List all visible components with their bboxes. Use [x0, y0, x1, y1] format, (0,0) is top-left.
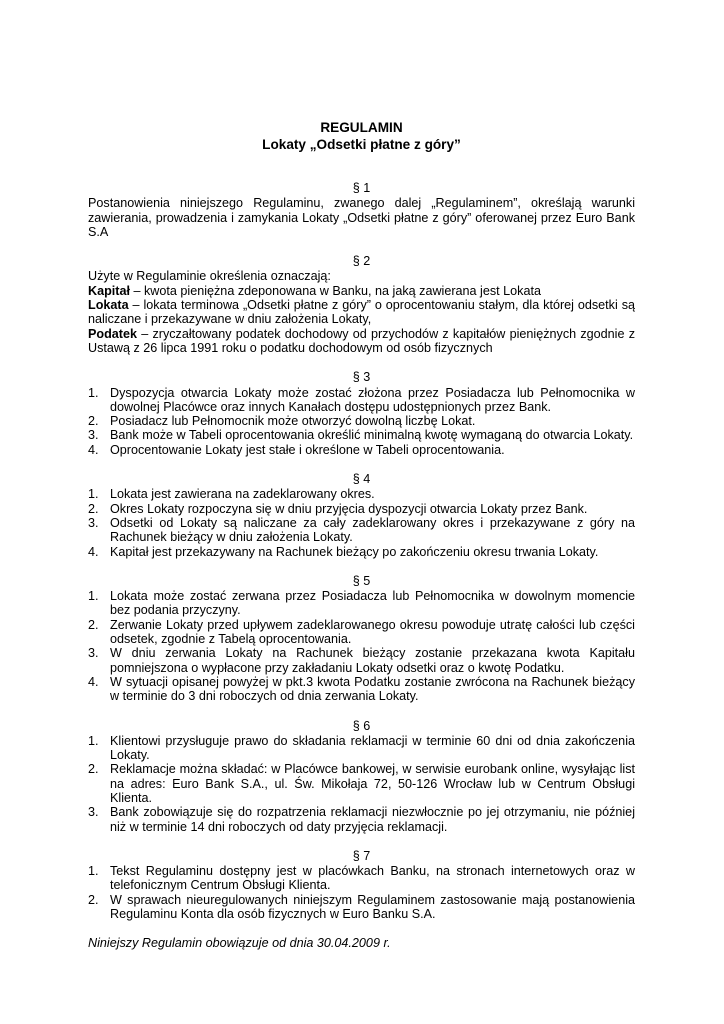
list-item — [88, 414, 635, 428]
definition-term: Kapitał — [88, 283, 130, 298]
list-item — [88, 386, 635, 415]
section-6-heading: § 6 — [352, 718, 371, 733]
section-4-list — [88, 487, 635, 558]
list-item — [88, 502, 635, 516]
item-number: 1. — [88, 385, 99, 400]
item-text: W dniu zerwania Lokaty na Rachunek bieżący zostanie przekazana kwota Kapitału pomniejszona o wypłacone przy zakładaniu Lokaty odsetki oraz o kwotę Podatku. — [110, 646, 635, 675]
item-number: 3. — [88, 805, 99, 820]
item-text: Bank zobowiązuje się do rozpatrzenia reklamacji niezwłocznie po jej otrzymaniu, nie później niż w terminie 14 dni roboczych od daty przyjęcia reklamacji. — [110, 805, 635, 834]
item-number: 3. — [88, 428, 99, 443]
list-item — [88, 545, 635, 559]
item-text: Bank może w Tabeli oprocentowania określić minimalną kwotę wymaganą do otwarcia Lokaty. — [110, 428, 634, 443]
item-text: Okres Lokaty rozpoczyna się w dniu przyjęcia dyspozycji otwarcia Lokaty przez Bank. — [110, 501, 588, 516]
list-item — [88, 618, 635, 647]
item-number: 1. — [88, 733, 99, 748]
item-number: 4. — [88, 544, 99, 559]
item-number: 4. — [88, 442, 99, 457]
item-number: 2. — [88, 617, 99, 632]
section-3-list — [88, 386, 635, 457]
section-3-heading: § 3 — [352, 370, 371, 385]
item-number: 3. — [88, 646, 99, 661]
item-number: 1. — [88, 589, 99, 604]
item-number: 2. — [88, 762, 99, 777]
list-item — [88, 893, 635, 922]
section-4-heading: § 4 — [352, 472, 371, 487]
definition-term: Podatek — [88, 326, 137, 341]
document-title: REGULAMIN — [320, 120, 403, 135]
item-text: Klientowi przysługuje prawo do składania reklamacji w terminie 60 dni od dnia zakończenia Lokaty. — [110, 733, 635, 763]
section-5-heading: § 5 — [352, 573, 371, 588]
list-item — [88, 762, 635, 805]
effective-date-note: Niniejszy Regulamin obowiązuje od dnia 30.04.2009 r. — [88, 936, 391, 951]
list-item — [88, 487, 635, 501]
list-item — [88, 646, 635, 675]
item-number: 4. — [88, 674, 99, 689]
definition-lokata — [88, 298, 635, 327]
item-number: 2. — [88, 501, 99, 516]
item-number: 1. — [88, 487, 99, 502]
item-text: Tekst Regulaminu dostępny jest w placówkach Banku, na stronach internetowych oraz w telefonicznym Centrum Obsługi Klienta. — [110, 864, 635, 893]
section-1-heading: § 1 — [352, 181, 371, 195]
definition-text: – zryczałtowany podatek dochodowy od przychodów z kapitałów pieniężnych zgodnie z Ustawą z 26 lipca 1991 roku o podatku dochodowym od osób fizycznych — [88, 326, 635, 355]
list-item — [88, 428, 635, 442]
item-number: 2. — [88, 892, 99, 907]
item-text: Zerwanie Lokaty przed upływem zadeklarowanego okresu powoduje utratę całości lub części odsetek, zgodnie z Tabelą oprocentowania. — [110, 617, 635, 647]
item-text: Odsetki od Lokaty są naliczane za cały zadeklarowany okres i przekazywane z góry na Rachunek bieżący w dniu założenia Lokaty. — [110, 515, 635, 545]
section-2-intro: Użyte w Regulaminie określenia oznaczają: — [88, 269, 331, 284]
item-number: 1. — [88, 864, 99, 879]
item-text: Lokata jest zawierana na zadeklarowany okres. — [110, 487, 375, 502]
item-number: 3. — [88, 515, 99, 530]
item-text: Oprocentowanie Lokaty jest stałe i określone w Tabeli oprocentowania. — [110, 442, 505, 457]
list-item — [88, 805, 635, 834]
section-7-heading: § 7 — [352, 848, 371, 863]
section-2-heading: § 2 — [352, 254, 371, 269]
item-number: 2. — [88, 414, 99, 429]
list-item — [88, 443, 635, 457]
item-text: Lokata może zostać zerwana przez Posiadacza lub Pełnomocnika w dowolnym momencie bez podania przyczyny. — [110, 589, 635, 618]
list-item — [88, 675, 635, 704]
item-text: Posiadacz lub Pełnomocnik może otworzyć dowolną liczbę Lokat. — [110, 414, 476, 429]
definition-podatek — [88, 327, 635, 356]
definition-text: – kwota pieniężna zdeponowana w Banku, na jaką zawierana jest Lokata — [130, 283, 541, 298]
item-text: W sprawach nieuregulowanych niniejszym Regulaminem zastosowanie mają postanowienia Regulaminu Konta dla osób fizycznych w Euro Banku S.A. — [110, 892, 635, 922]
item-text: Kapitał jest przekazywany na Rachunek bieżący po zakończeniu okresu trwania Lokaty. — [110, 544, 599, 559]
item-text: Dyspozycja otwarcia Lokaty może zostać złożona przez Posiadacza lub Pełnomocnika w dowolnej Placówce oraz innych Kanałach dostępu udostępnionych przez Bank. — [110, 385, 635, 414]
definition-text: – lokata terminowa „Odsetki płatne z góry” o oprocentowaniu stałym, dla której odsetki są naliczane i przekazywane w dniu założenia Lokaty, — [88, 298, 635, 327]
list-item — [88, 864, 635, 893]
definition-kapital — [88, 284, 635, 298]
list-item — [88, 734, 635, 763]
section-1-text: Postanowienia niniejszego Regulaminu, zwanego dalej „Regulaminem”, określają warunki zawierania, prowadzenia i zamykania Lokaty „Odsetki płatne z góry” oferowanej przez Euro Bank S.A — [88, 196, 635, 239]
document-page — [88, 119, 635, 951]
item-text: W sytuacji opisanej powyżej w pkt.3 kwota Podatku zostanie zwrócona na Rachunek bieżący w terminie do 3 dni roboczych od dnia zerwania Lokaty. — [110, 674, 635, 704]
list-item — [88, 589, 635, 618]
section-7-list — [88, 864, 635, 921]
document-subtitle: Lokaty „Odsetki płatne z góry” — [262, 137, 461, 152]
section-6-list — [88, 734, 635, 834]
definition-term: Lokata — [88, 298, 129, 313]
item-text: Reklamacje można składać: w Placówce bankowej, w serwisie eurobank online, wysyłając list na adres: Euro Bank S.A., ul. Św. Mikołaja 72, 50-126 Wrocław lub w Centrum Obsługi Klienta. — [110, 762, 635, 805]
list-item — [88, 516, 635, 545]
section-5-list — [88, 589, 635, 703]
